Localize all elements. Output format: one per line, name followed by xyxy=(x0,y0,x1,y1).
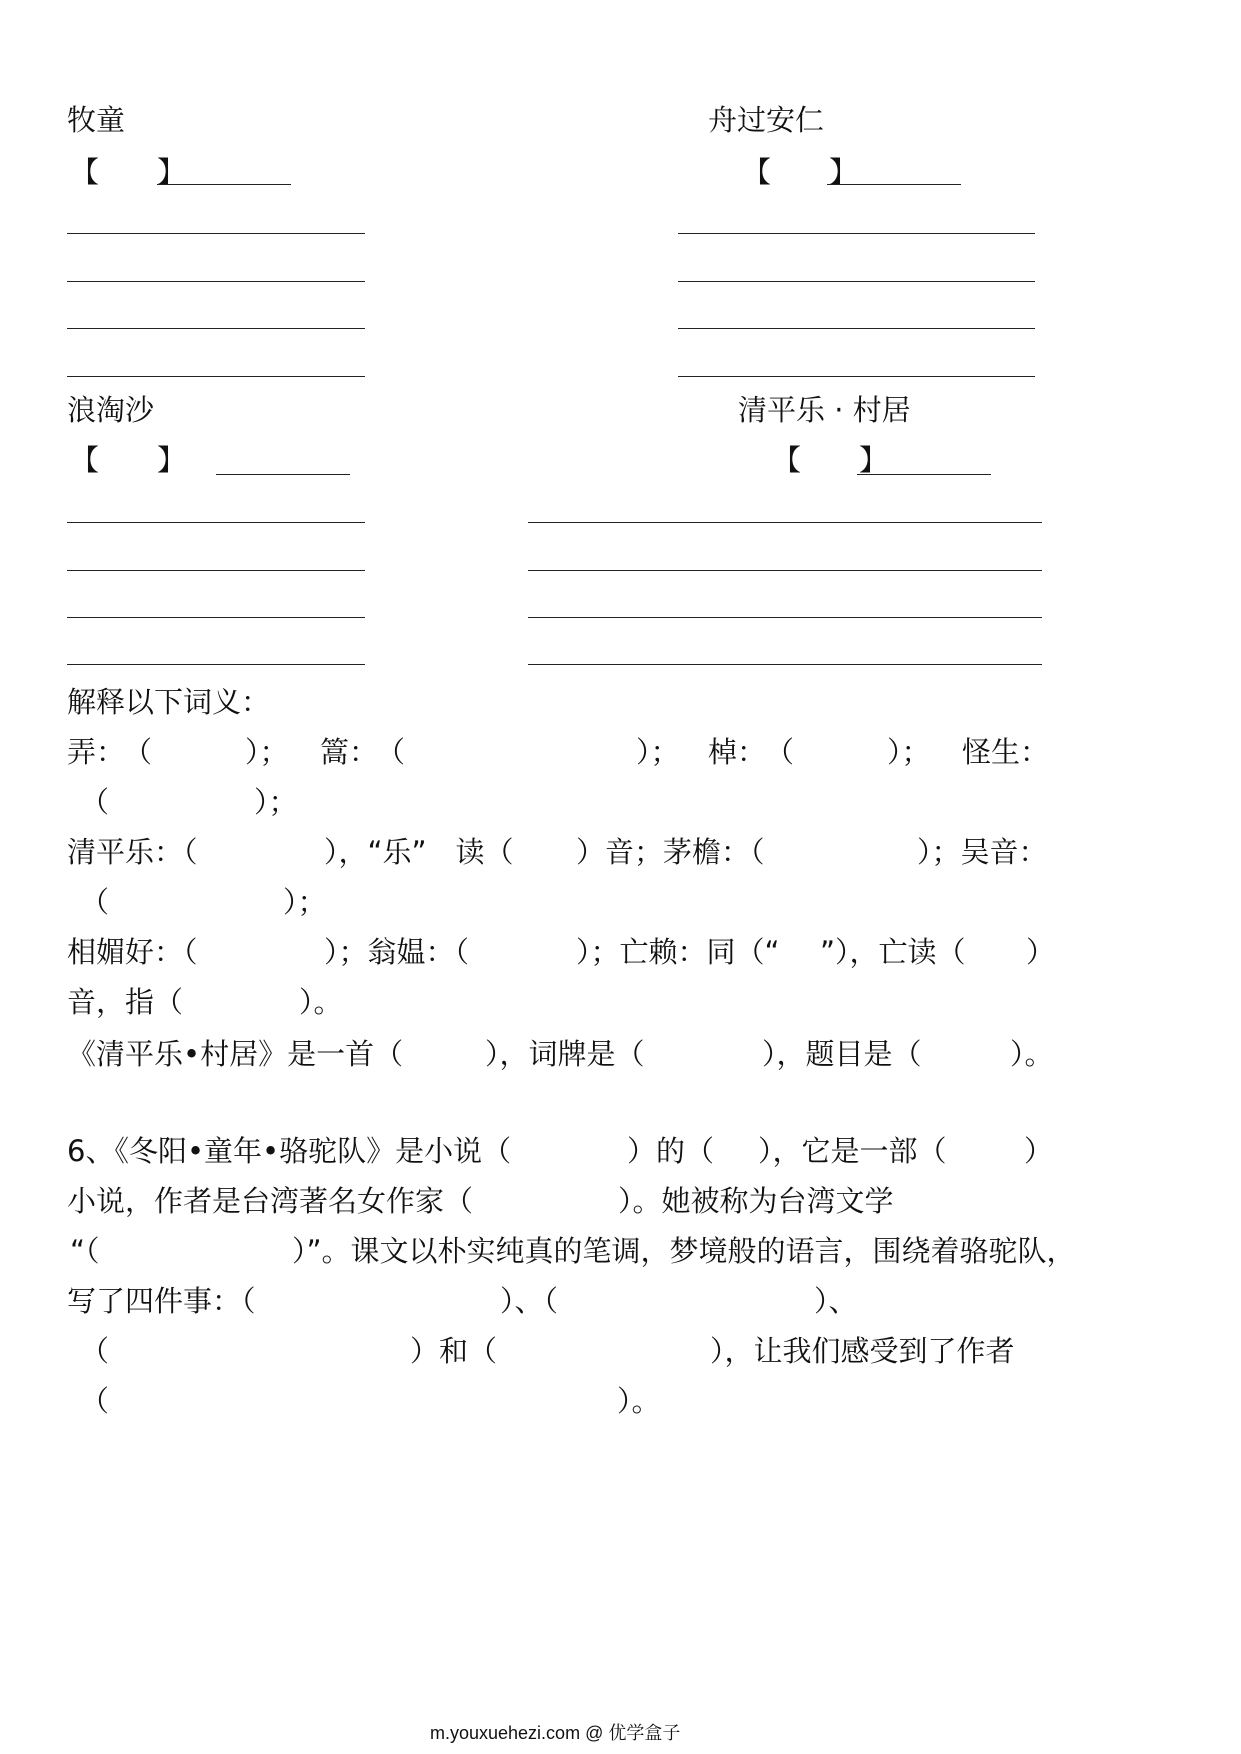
answer-line[interactable] xyxy=(157,184,291,185)
answer-line[interactable] xyxy=(528,522,1042,523)
footer-watermark: m.youxuehezi.com @ 优学盒子 xyxy=(430,1723,681,1743)
explain-label-zhao: 棹： xyxy=(708,735,767,769)
poem-title-zhouguo: 舟过安仁 xyxy=(708,103,825,137)
poem-author-bracket-qingpingyue: 【 】 xyxy=(772,443,889,477)
explain-line-6: 音，指（ ）。 xyxy=(67,985,343,1019)
paren-close: ）； xyxy=(887,735,931,769)
explain-line-4: （ ）； xyxy=(80,885,327,919)
poem-title-qingpingyue: 清平乐 · 村居 xyxy=(738,393,911,427)
q6-l1-b: ）的（ xyxy=(627,1134,715,1168)
answer-line[interactable] xyxy=(67,570,365,571)
paren-open: （ xyxy=(765,735,795,769)
explain-l7-c: ），题目是（ xyxy=(762,1037,922,1071)
paren-open: （ xyxy=(376,735,406,769)
poem-author-bracket-muting: 【 】 xyxy=(70,155,187,189)
q6-line-2: 小说，作者是台湾著名女作家（ ）。她被称为台湾文学 xyxy=(67,1184,894,1218)
answer-line[interactable] xyxy=(857,474,991,475)
explain-l5-e: ） xyxy=(1026,935,1056,969)
answer-line[interactable] xyxy=(67,664,365,665)
q6-l4-c: ）、 xyxy=(814,1284,858,1318)
explain-label-guaisheng: 怪生： xyxy=(962,735,1050,769)
q6-l5-b: ）和（ xyxy=(410,1334,498,1368)
paren-close: ）； xyxy=(245,735,289,769)
explain-l3-b: ），“乐” 读（ xyxy=(324,835,514,869)
answer-line[interactable] xyxy=(67,281,365,282)
explain-heading: 解释以下词义： xyxy=(67,685,271,719)
q6-l5-a: （ xyxy=(80,1334,110,1368)
poem-author-bracket-zhouguo: 【 】 xyxy=(742,155,859,189)
answer-line[interactable] xyxy=(678,233,1035,234)
poem-title-muting: 牧童 xyxy=(67,103,126,137)
explain-label-nong: 弄： xyxy=(67,735,126,769)
q6-l4-b: ）、（ xyxy=(500,1284,559,1318)
poem-author-bracket-langtaosha: 【 】 xyxy=(70,443,187,477)
answer-line[interactable] xyxy=(67,522,365,523)
explain-l5-b: ）；翁媪：（ xyxy=(324,935,470,969)
paren-close: ）； xyxy=(636,735,680,769)
q6-l4-a: 写了四件事：（ xyxy=(67,1284,256,1318)
answer-line[interactable] xyxy=(528,617,1042,618)
q6-l5-c: ），让我们感受到了作者 xyxy=(710,1334,1015,1368)
explain-l5-a: 相媚好：（ xyxy=(67,935,198,969)
q6-l1-a: 6、《冬阳•童年•骆驼队》是小说（ xyxy=(67,1134,512,1168)
answer-line[interactable] xyxy=(678,281,1035,282)
explain-label-gao: 篙： xyxy=(320,735,379,769)
answer-line[interactable] xyxy=(528,664,1042,665)
q6-l6-a: （ xyxy=(80,1384,110,1418)
explain-l3-c: ）音；茅檐：（ xyxy=(576,835,765,869)
q6-l6-b: ）。 xyxy=(617,1384,661,1418)
poem-title-langtaosha: 浪淘沙 xyxy=(67,393,155,427)
answer-line[interactable] xyxy=(67,328,365,329)
q6-l3-a: “（ xyxy=(70,1234,100,1268)
q6-l1-d: ） xyxy=(1024,1134,1054,1168)
answer-line[interactable] xyxy=(67,376,365,377)
answer-line[interactable] xyxy=(67,617,365,618)
q6-l3-b: ）”。课文以朴实纯真的笔调，梦境般的语言，围绕着骆驼队， xyxy=(292,1234,1076,1268)
explain-l3-a: 清平乐：（ xyxy=(67,835,198,869)
answer-line[interactable] xyxy=(216,474,350,475)
q6-l1-c: ），它是一部（ xyxy=(758,1134,947,1168)
answer-line[interactable] xyxy=(67,233,365,234)
answer-line[interactable] xyxy=(528,570,1042,571)
paren-open: （ xyxy=(123,735,153,769)
answer-line[interactable] xyxy=(678,328,1035,329)
explain-l7-a: 《清平乐•村居》是一首（ xyxy=(67,1037,404,1071)
explain-line-2: （ ）； xyxy=(80,785,298,819)
explain-l5-c: ）；亡赖：同（“ xyxy=(576,935,780,969)
explain-l7-b: ），词牌是（ xyxy=(485,1037,645,1071)
answer-line[interactable] xyxy=(678,376,1035,377)
answer-line[interactable] xyxy=(827,184,961,185)
explain-l3-d: ）；吴音： xyxy=(917,835,1048,869)
explain-l7-d: ）。 xyxy=(1010,1037,1054,1071)
explain-l5-d: ”），亡读（ xyxy=(820,935,966,969)
